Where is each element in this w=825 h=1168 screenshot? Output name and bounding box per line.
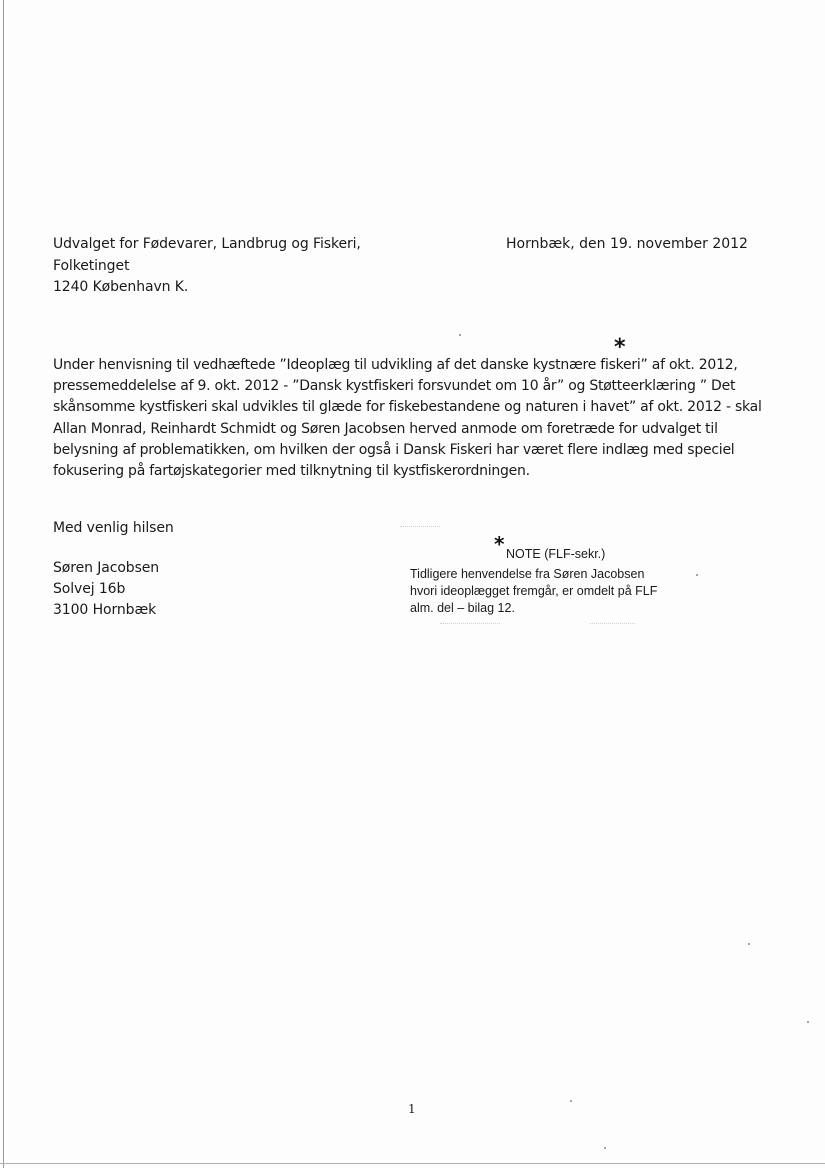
sender-name: Søren Jacobsen (53, 560, 160, 576)
note-line: alm. del – bilag 12. (410, 601, 515, 615)
recipient-line-1: Udvalget for Fødevarer, Landbrug og Fiskeri, (53, 236, 361, 252)
scan-speck (604, 1147, 606, 1149)
scan-artifact (590, 623, 635, 625)
scan-edge-left (3, 0, 4, 1168)
scan-speck (459, 334, 461, 336)
scan-speck (748, 943, 750, 945)
scan-artifact (440, 623, 500, 625)
note-line: hvori ideoplægget fremgår, er omdelt på FLF (410, 584, 658, 598)
scan-edge-bottom (0, 1163, 825, 1164)
scan-speck (696, 574, 698, 576)
body-line: Allan Monrad, Reinhardt Schmidt og Søren Jacobsen herved anmode om foretræde for udvalget til (53, 420, 718, 437)
body-line: pressemeddelelse af 9. okt. 2012 - ”Dansk kystfiskeri forsvundet om 10 år” og Støtteerklæring ” Det (53, 378, 736, 395)
sender-city: 3100 Hornbæk (53, 602, 157, 618)
body-line: fokusering på fartøjskategorier med tilknytning til kystfiskerordningen. (53, 463, 530, 480)
body-paragraph (53, 355, 762, 482)
body-line: Under henvisning til vedhæftede ”Ideoplæg til udvikling af det danske kystnære fiskeri” af okt. 2012, (53, 357, 738, 373)
note-line: Tidligere henvendelse fra Søren Jacobsen (410, 567, 645, 581)
note-asterisk-mark: * (494, 532, 505, 556)
body-line: skånsomme kystfiskeri skal udvikles til glæde for fiskebestandene og naturen i havet” af okt. 2012 - skal (53, 399, 762, 416)
sender-street: Solvej 16b (53, 581, 126, 597)
scan-speck (807, 1021, 809, 1023)
closing-greeting: Med venlig hilsen (53, 520, 174, 536)
scan-speck (570, 1100, 572, 1102)
note-title: NOTE (FLF-sekr.) (506, 547, 606, 561)
scan-artifact (400, 526, 440, 528)
body-line: belysning af problematikken, om hvilken der også i Dansk Fiskeri har været flere indlæg med speciel (53, 441, 735, 458)
page-number: 1 (408, 1102, 416, 1116)
recipient-line-3: 1240 København K. (53, 279, 189, 295)
letter-date: Hornbæk, den 19. november 2012 (506, 236, 748, 252)
recipient-line-2: Folketinget (53, 258, 130, 274)
handwritten-asterisk-mark: * (614, 335, 626, 360)
